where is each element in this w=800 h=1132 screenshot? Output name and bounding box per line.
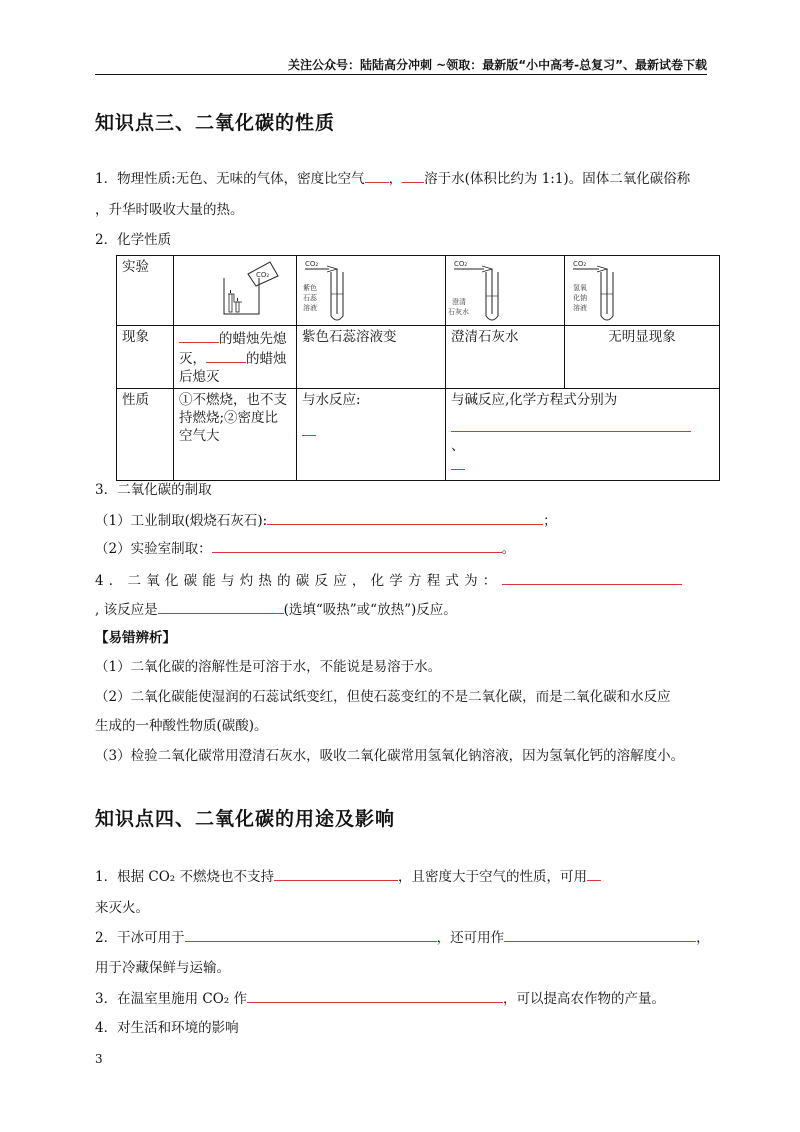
q1-text-a: 1．根据 CO₂ 不燃烧也不支持 <box>95 869 274 885</box>
blank-industrial[interactable] <box>267 510 543 525</box>
section3-title: 知识点三、二氧化碳的性质 <box>95 112 336 134</box>
blank-water-equation[interactable] <box>302 421 316 436</box>
blank-alkali-eq2[interactable] <box>451 455 465 470</box>
litmus-label-1: 紫色 <box>303 284 317 292</box>
q3-text-b: ，可以提高农作物的产量。 <box>502 991 665 1007</box>
tip-2a: （2）二氧化碳能使湿润的石蕊试纸变红，但使石蕊变红的不是二氧化碳，而是二氧化碳和水反应 <box>95 689 671 705</box>
p4-b1-text: , 该反应是 <box>95 602 158 618</box>
blank-density[interactable] <box>365 168 389 183</box>
p1-text-a: 1．物理性质:无色、无味的气体，密度比空气 <box>95 171 365 187</box>
q2-text-b: ，还可用作 <box>436 930 505 946</box>
q1-text-b: ，且密度大于空气的性质，可用 <box>397 869 587 885</box>
co2-label-3: CO₂ <box>454 260 468 268</box>
blank-greenhouse[interactable] <box>247 988 503 1003</box>
prop2-text: 与水反应: <box>302 392 361 408</box>
use-q2-cont: 用于冷藏保鲜与运输。 <box>95 960 230 976</box>
physical-properties-line2: ，升华时吸收大量的热。 <box>95 202 244 218</box>
phen1-text-d: 后熄灭 <box>179 369 220 385</box>
blank-heat-type[interactable] <box>158 599 284 614</box>
p1-text-c: 溶于水(体积比约为 1:1)。固体二氧化碳俗称 <box>424 171 691 187</box>
p3-1-end: ； <box>543 513 557 529</box>
limewater-label-1: 澄清 <box>452 298 466 306</box>
apparatus-limewater <box>446 256 565 326</box>
experiment-table <box>116 255 720 481</box>
prop3-text: 与碱反应,化学方程式分别为 <box>451 392 618 408</box>
p3-1-text: （1）工业制取(煅烧石灰石): <box>95 513 268 529</box>
p4-text: 4．二氧化碳能与灼热的碳反应，化学方程式为： <box>95 573 502 589</box>
p1-text-b: ， <box>388 171 403 187</box>
page-header: 关注公众号：陆陆高分冲刺 ~领取：最新版“小中高考-总复习”、最新试卷下载 <box>288 58 707 72</box>
header-rule <box>95 74 707 75</box>
page-number: 3 <box>95 1052 103 1066</box>
candle-beaker-icon <box>174 256 296 324</box>
preparation-heading: 3．二氧化碳的制取 <box>95 482 212 498</box>
phen1-text-a: 的蜡烛先熄 <box>219 331 287 347</box>
tip-3: （3）检验二氧化碳常用澄清石灰水，吸收二氧化碳常用氢氧化钠溶液，因为氢氧化钙的溶解度小。 <box>95 748 685 764</box>
blank-lab[interactable] <box>212 538 502 553</box>
co2-label-4: CO₂ <box>573 260 587 268</box>
p4-b2-text: (选填“吸热”或“放热”)反应。 <box>283 602 457 618</box>
chem-properties-heading: 2．化学性质 <box>95 232 172 248</box>
carbon-reaction-line <box>95 570 682 591</box>
blank-alkali-eq1[interactable] <box>451 417 691 432</box>
phenomenon-litmus: 紫色石蕊溶液变 <box>297 326 446 389</box>
use-q1-cont: 来灭火。 <box>95 900 149 916</box>
carbon-reaction-type <box>95 599 457 620</box>
blank-dry-ice-as[interactable] <box>504 927 696 942</box>
phenomenon-candles <box>174 326 297 389</box>
use-q3 <box>95 988 665 1009</box>
apparatus-litmus <box>297 256 446 326</box>
limewater-label-2: 石灰水 <box>448 308 469 316</box>
apparatus-naoh <box>565 256 720 326</box>
physical-properties-line <box>95 168 690 189</box>
blank-dry-ice-use[interactable] <box>185 927 437 942</box>
p3-2-end: 。 <box>501 541 516 557</box>
test-tube-litmus-icon <box>297 256 445 324</box>
lab-preparation <box>95 538 515 559</box>
blank-candle-upper[interactable] <box>206 348 246 363</box>
naoh-label-1: 氢氧 <box>573 284 587 292</box>
p3-2-text: （2）实验室制取： <box>95 541 212 557</box>
phen1-text-b: 灭， <box>179 351 206 367</box>
section4-title: 知识点四、二氧化碳的用途及影响 <box>95 808 396 830</box>
test-tube-naoh-icon <box>565 256 699 324</box>
blank-not-support[interactable] <box>274 866 398 881</box>
litmus-label-2: 石蕊 <box>303 294 317 302</box>
test-tube-limewater-icon <box>446 256 564 324</box>
use-q1 <box>95 866 601 887</box>
industrial-preparation <box>95 510 557 531</box>
q3-text-a: 3．在温室里施用 CO₂ 作 <box>95 991 247 1007</box>
litmus-label-3: 溶液 <box>303 304 317 312</box>
phen1-text-c: 的蜡烛 <box>246 351 287 367</box>
apparatus-candles <box>174 256 297 326</box>
blank-candle-lower[interactable] <box>179 328 219 343</box>
tip-1: （1）二氧化碳的溶解性是可溶于水，不能说是易溶于水。 <box>95 659 442 675</box>
q2-text-a: 2．干冰可用于 <box>95 930 185 946</box>
use-q2 <box>95 927 710 948</box>
blank-extinguish[interactable] <box>587 866 601 881</box>
phenomenon-limewater: 澄清石灰水 <box>446 326 565 389</box>
prop3-separator: 、 <box>451 438 465 454</box>
row-label-experiment: 实验 <box>117 256 174 326</box>
co2-label-1: CO₂ <box>256 271 270 279</box>
property-alkali <box>446 389 720 481</box>
row-label-property: 性质 <box>117 389 174 481</box>
co2-label-2: CO₂ <box>305 260 319 268</box>
tip-2b: 生成的一种酸性物质(碳酸)。 <box>95 718 268 734</box>
naoh-label-3: 溶液 <box>573 304 587 312</box>
property-water <box>297 389 446 481</box>
q2-text-c: ， <box>696 930 710 946</box>
use-q4: 4．对生活和环境的影响 <box>95 1020 239 1036</box>
phenomenon-naoh: 无明显现象 <box>565 326 720 389</box>
blank-solubility[interactable] <box>402 168 424 183</box>
blank-carbon-equation[interactable] <box>502 570 682 585</box>
row-label-phenomenon: 现象 <box>117 326 174 389</box>
tips-title: 【易错辨析】 <box>95 630 176 646</box>
property-candles: ①不燃烧，也不支持燃烧;②密度比空气大 <box>174 389 297 481</box>
naoh-label-2: 化钠 <box>573 294 587 302</box>
